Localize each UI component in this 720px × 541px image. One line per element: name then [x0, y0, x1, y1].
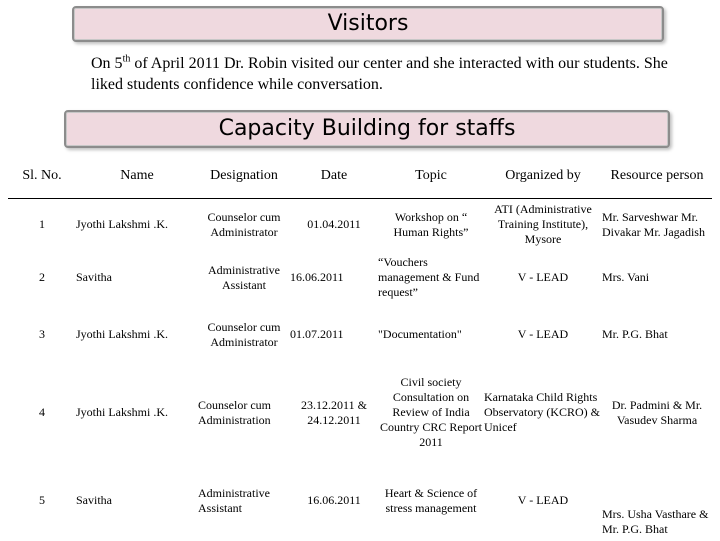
header-date: Date — [290, 154, 378, 199]
table-row — [8, 199, 712, 251]
cell-date: 16.06.2011 — [290, 270, 344, 284]
cell-name: Savitha — [76, 493, 112, 507]
cell-slno: 4 — [39, 405, 45, 419]
cell-resource-person: Mrs. Usha Vasthare & Mr. P.G. Bhat — [602, 506, 709, 536]
cell-date: 01.04.2011 — [307, 217, 361, 232]
header-name: Name — [76, 154, 198, 199]
header-designation: Designation — [198, 154, 290, 199]
cell-topic: "Documentation" — [378, 327, 462, 341]
cell-resource-person: Mrs. Vani — [602, 270, 650, 284]
header-slno: Sl. No. — [8, 154, 76, 199]
cell-designation: Counselor cum Administrator — [207, 319, 281, 349]
cell-designation: Counselor cum Administration — [198, 397, 271, 427]
intro-text-start: On 5 — [91, 55, 123, 72]
cell-date: 16.06.2011 — [307, 493, 361, 507]
cell-designation: Administrative Assistant — [198, 485, 270, 515]
table-row — [8, 461, 712, 541]
header-organized-by: Organized by — [484, 154, 602, 199]
table-header-row — [8, 154, 712, 199]
cell-organized-by: V - LEAD — [517, 493, 569, 507]
cell-topic: “Vouchers management & Fund request” — [378, 255, 480, 299]
cell-name: Jyothi Lakshmi .K. — [76, 327, 168, 341]
intro-text-rest: of April 2011 Dr. Robin visited our center and she interacted with our students. She liked students confidence while conversation. — [91, 55, 668, 93]
cell-slno: 1 — [39, 217, 45, 232]
table-row — [8, 305, 712, 365]
visitors-banner: Visitors — [72, 6, 664, 42]
cell-topic: Civil society Consultation on Review of India Country CRC Report 2011 — [379, 375, 482, 449]
cell-resource-person: Mr. P.G. Bhat — [602, 327, 668, 341]
capacity-building-banner: Capacity Building for staffs — [64, 110, 670, 148]
cell-date: 23.12.2011 & 24.12.2011 — [301, 397, 367, 427]
cell-name: Jyothi Lakshmi .K. — [76, 217, 168, 232]
cell-resource-person: Mr. Sarveshwar Mr. Divakar Mr. Jagadish — [602, 209, 705, 239]
cell-name: Jyothi Lakshmi .K. — [76, 405, 168, 419]
cell-organized-by: Karnataka Child Rights Observatory (KCRO) & Unicef — [484, 390, 600, 434]
header-resource-person: Resource person — [602, 154, 712, 199]
visitor-paragraph — [91, 53, 691, 95]
table-row — [8, 251, 712, 305]
cell-name: Savitha — [76, 270, 112, 284]
cell-organized-by: V - LEAD — [517, 327, 569, 341]
cell-slno: 2 — [39, 270, 45, 284]
cell-slno: 5 — [39, 493, 45, 507]
intro-superscript: th — [122, 53, 131, 65]
table-row — [8, 365, 712, 461]
staff-training-table — [8, 154, 712, 541]
cell-resource-person: Dr. Padmini & Mr. Vasudev Sharma — [611, 397, 703, 427]
cell-topic: Heart & Science of stress management — [384, 485, 478, 515]
cell-organized-by: V - LEAD — [517, 270, 569, 284]
header-topic: Topic — [378, 154, 484, 199]
cell-topic: Workshop on “ Human Rights” — [393, 209, 469, 239]
cell-organized-by: ATI (Administrative Training Institute), Mysore — [494, 202, 592, 247]
cell-designation: Counselor cum Administrator — [207, 209, 281, 239]
cell-designation: Administrative Assistant — [208, 262, 280, 292]
cell-date: 01.07.2011 — [290, 327, 344, 341]
cell-slno: 3 — [39, 327, 45, 341]
